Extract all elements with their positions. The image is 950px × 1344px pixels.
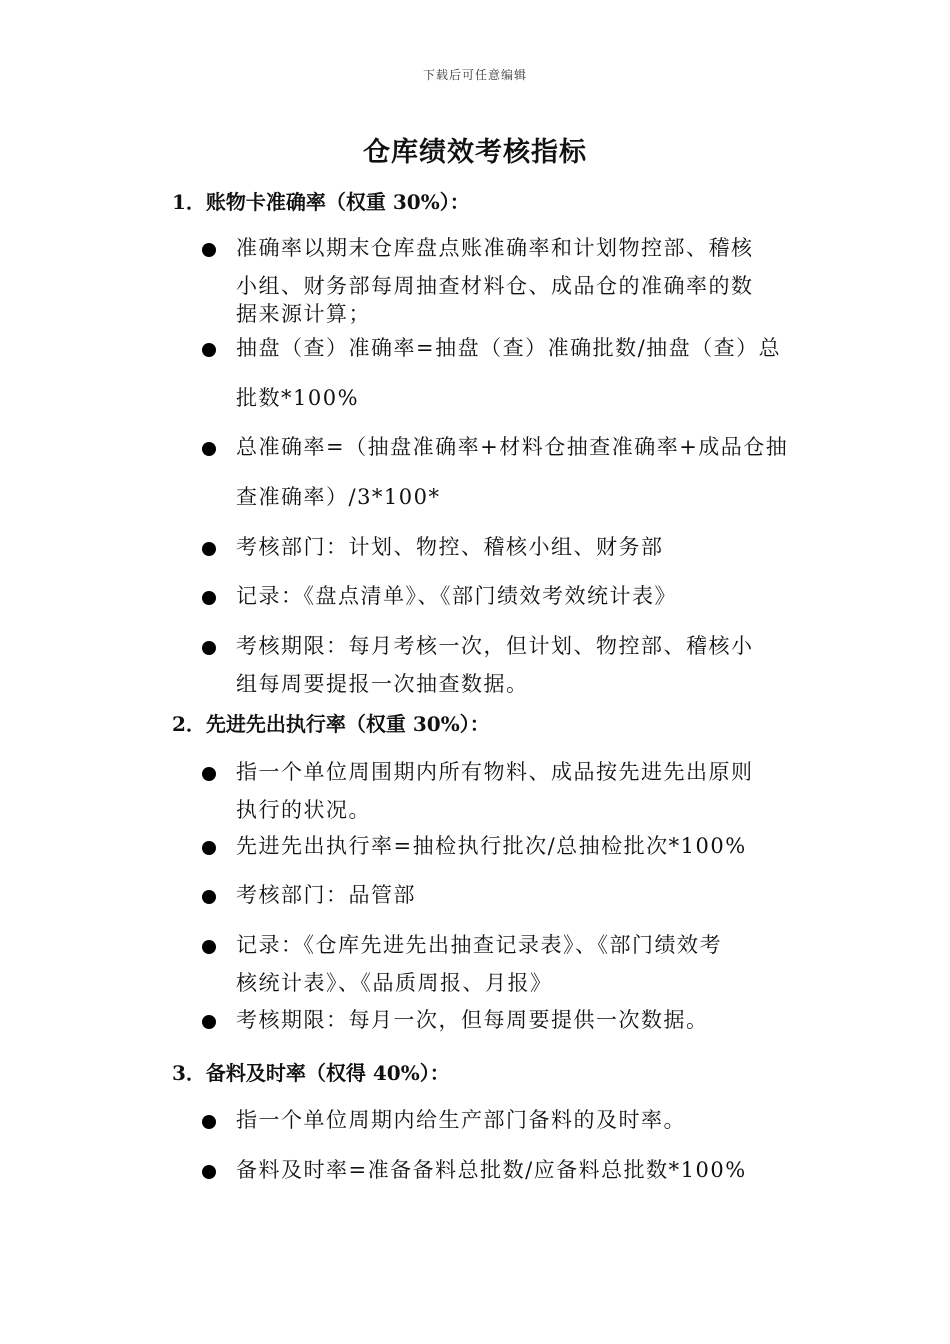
text-line: 考核部门：计划、物控、稽核小组、财务部: [236, 535, 664, 559]
bullet-icon: [202, 841, 216, 855]
bullet-icon: [202, 442, 216, 456]
text-line: 据来源计算；: [236, 302, 371, 326]
list-item-text: [236, 1006, 810, 1034]
text-line: 记录：《盘点清单》、《部门绩效考效统计表》: [236, 584, 677, 608]
bullet-icon: [202, 767, 216, 781]
list-item-text: [236, 881, 810, 909]
list-item-text: [236, 832, 810, 860]
bullet-icon: [202, 641, 216, 655]
text-line: 组每周要提报一次抽查数据。: [236, 672, 529, 696]
list-item-text: [236, 1156, 810, 1184]
list-item-text: [236, 931, 810, 997]
text-line: 核统计表》、《品质周报、月报》: [236, 971, 553, 995]
list-item-text: [236, 1106, 810, 1134]
bullet-icon: [202, 890, 216, 904]
text-line: 指一个单位周期内给生产部门备料的及时率。: [236, 1108, 686, 1132]
text-line: 小组、财务部每周抽查材料仓、成品仓的准确率的数: [236, 274, 754, 298]
header-note: 下载后可任意编辑: [422, 68, 527, 82]
text-line: 考核部门：品管部: [236, 883, 416, 907]
list-item-text: [236, 433, 810, 511]
bullet-icon: [202, 343, 216, 357]
text-line: 先进先出执行率=抽检执行批次/总抽检批次*100%: [236, 834, 747, 858]
bullet-icon: [202, 1165, 216, 1179]
bullet-icon: [202, 542, 216, 556]
section-heading-2: 2．先进先出执行率（权重 30%）：: [172, 712, 490, 736]
text-line: 总准确率=（抽盘准确率+材料仓抽查准确率+成品仓抽: [236, 435, 789, 459]
list-item-text: [236, 632, 810, 698]
list-item-text: [236, 234, 810, 328]
text-line: 考核期限：每月考核一次，但计划、物控部、稽核小: [236, 634, 754, 658]
text-line: 准确率以期末仓库盘点账准确率和计划物控部、稽核: [236, 236, 754, 260]
bullet-icon: [202, 243, 216, 257]
bullet-icon: [202, 1115, 216, 1129]
list-item-text: [236, 758, 810, 824]
bullet-icon: [202, 1015, 216, 1029]
bullet-icon: [202, 591, 216, 605]
text-line: 执行的状况。: [236, 798, 371, 822]
list-item-text: [236, 334, 810, 412]
list-item-text: [236, 533, 810, 561]
section-heading-1: 1．账物卡准确率（权重 30%）：: [172, 190, 470, 214]
text-line: 抽盘（查）准确率=抽盘（查）准确批数/抽盘（查）总: [236, 336, 782, 360]
text-line: 批数*100%: [236, 386, 360, 410]
document-title: 仓库绩效考核指标: [363, 137, 587, 168]
text-line: 备料及时率=准备备料总批数/应备料总批数*100%: [236, 1158, 747, 1182]
list-item-text: [236, 582, 810, 610]
section-heading-3: 3．备料及时率（权得 40%）：: [172, 1061, 450, 1085]
text-line: 查准确率）/3*100*: [236, 485, 441, 509]
bullet-icon: [202, 940, 216, 954]
text-line: 记录：《仓库先进先出抽查记录表》、《部门绩效考: [236, 933, 722, 957]
text-line: 指一个单位周围期内所有物料、成品按先进先出原则: [236, 760, 754, 784]
text-line: 考核期限：每月一次，但每周要提供一次数据。: [236, 1008, 709, 1032]
